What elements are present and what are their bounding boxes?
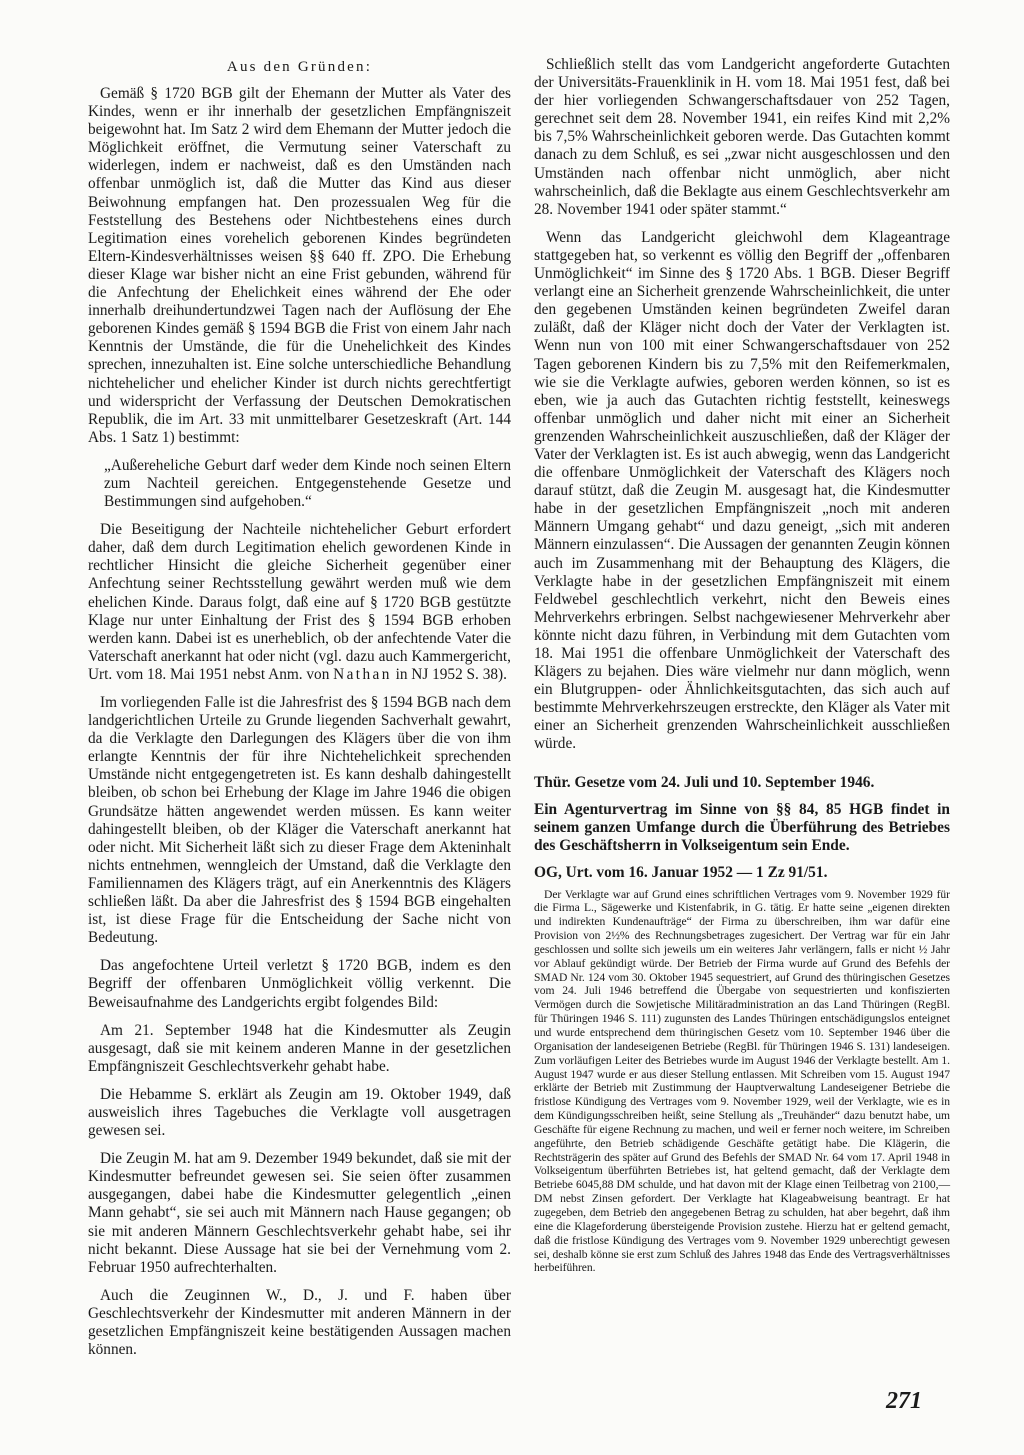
paragraph-text: Die Beseitigung der Nachteile nichtehelicher Geburt erfordert daher, daß dem durch Legitimation ehelich gewordenen Kinde in rechtlicher Hinsicht die gleiche Sicherheit gegenüber einer Anfechtung seiner Rechtsstellung gewährt werden muß wie dem ehelichen Kinde. Daraus folgt, daß eine auf § 1720 BGB gestützte Klage nur unter Einhaltung der Frist des § 1594 BGB erhoben werden kann. Dabei ist es unerheblich, ob der anfechtende Vater die Vaterschaft anerkannt hat oder nicht (vgl. dazu auch Kammergericht, Urt. vom 18. Mai 1951 nebst Anm. von [88, 521, 511, 683]
paragraph: Die Hebamme S. erklärt als Zeugin am 19. Oktober 1949, daß ausweislich ihres Tagebuches die Verklagte voll ausgetragen gewesen sei. [88, 1085, 511, 1140]
author-name: Nathan [333, 665, 392, 683]
paragraph: Die Zeugin M. hat am 9. Dezember 1949 bekundet, daß sie mit der Kindesmutter befreundet gewesen sei. Sie seien öfter zusammen ausgegangen, dabei habe die Kindesmutter gelegentlich „einen Mann gehabt“, sie sei auch mit Männern nach Hause gegangen; ob sie mit anderen Männern Geschlechtsverkehr gehabt habe, sei ihr nicht bekannt. Diese Aussage hat sie bei der Vernehmung vom 2. Februar 1950 aufrechterhalten. [88, 1150, 511, 1276]
paragraph: Im vorliegenden Falle ist die Jahresfrist des § 1594 BGB nach dem landgerichtlichen Urteile zu Grunde liegenden Sachverhalt gewahrt, da die Verklagte den Darlegungen des Klägers über die von ihm erlangte Kenntnis der für ihre Nichtehelichkeit sprechenden Umstände nicht entgegengetreten ist. Es kann deshalb dahingestellt bleiben, ob schon bei Erhebung der Klage im Jahre 1946 die obigen Grundsätze hätten angewendet werden müssen. Es kann weiter dahingestellt bleiben, ob der Kläger die Vaterschaft anerkannt hat oder nicht. Mit Sicherheit läßt sich zu dieser Frage dem Akteninhalt nichts entnehmen, wenngleich der Umstand, daß die Verklagte den Familiennamen des Klägers trägt, auf ein Anerkenntnis des Klägers schließen läßt. Da aber die Jahresfrist des § 1594 BGB eingehalten ist, ist diese Frage für die Entscheidung der Sache nicht von Bedeutung. [88, 694, 511, 947]
page-number: 271 [886, 1388, 922, 1414]
paragraph: Das angefochtene Urteil verletzt § 1720 BGB, indem es den Begriff der offenbaren Unmöglichkeit völlig verkennt. Die Beweisaufnahme des Landgerichts ergibt folgendes Bild: [88, 957, 511, 1011]
constitution-quote: „Außereheliche Geburt darf weder dem Kinde noch seinen Eltern zum Nachteil gereichen. Entgegenstehende Gesetze und Bestimmungen sind aufgehoben.“ [104, 456, 511, 511]
right-column [534, 56, 950, 1275]
case-facts: Der Verklagte war auf Grund eines schriftlichen Vertrages vom 9. November 1929 für die Firma L., Sägewerke und Kistenfabrik, in G. tätig. Er hatte seine „eigenen direkten und indirekten Kundenaufträge“ der Firma zu überschreiben, ihm war dafür eine Provision von 2½% des Rechnungsbetrages zugesichert. Der Vertrag war für ein Jahr geschlossen und sollte sich jeweils um ein weiteres Jahr verlängern, falls er nicht ½ Jahr vor Ablauf gekündigt würde. Der Betrieb der Firma wurde auf Grund des Befehls der SMAD Nr. 124 vom 30. Oktober 1945 sequestriert, auf Grund des thüringischen Gesetzes vom 24. Juli 1946 betreffend die Übergabe von sequestrierten und konfiszierten Vermögen durch die Sowjetische Militäradministration an das Land Thüringen (RegBl. für Thüringen 1946 S. 111) zugunsten des Landes Thüringen entschädigungslos enteignet und wurde entsprechend dem thüringischen Gesetz vom 10. September 1946 über die Organisation der landeseigenen Betriebe (RegBl. für Thüringen 1946 S. 131) landeseigen. Zum vorläufigen Leiter des Betriebes wurde im August 1946 der Verklagte bestellt. Am 1. August 1947 wurde er aus dieser Stellung entlassen. Mit Schreiben vom 15. August 1947 erklärte der Betrieb mit Zustimmung der Hauptverwaltung Landeseigener Betriebe die fristlose Kündigung des Vertrages vom 9. November 1929, weil der Verklagte, wie es in dem Kündigungsschreiben heißt, seine Stellung als „Treuhänder“ dazu benutzt habe, um Geschäfte für eigene Rechnung zu machen, und weil er ferner noch weitere, im Schreiben angeführte, den Betrieb schädigende Geschäfte getätigt habe. Die Klägerin, die Rechtsträgerin des später auf Grund des Befehls der SMAD Nr. 64 vom 17. April 1948 in Volkseigentum überführten Betriebes ist, hat geltend gemacht, daß der Verklagte dem Betriebe 6045,88 DM schulde, und hat davon mit der Klage einen Teilbetrag von 2100,— DM nebst Zinsen gefordert. Der Verklagte hat Klageabweisung beantragt. Er hat zugegeben, dem Betrieb den angegebenen Betrag zu schulden, hat aber begehrt, daß ihm eine die Klageforderung übersteigende Provision zustehe. Hierzu hat er geltend gemacht, daß die fristlose Kündigung des Vertrages vom 9. November 1929 unberechtigt gewesen sei, deshalb könne sie erst zum Schluß des Jahres 1948 das Ende des Vertragsverhältnisses herbeiführen. [534, 887, 950, 1275]
paragraph: Am 21. September 1948 hat die Kindesmutter als Zeugin ausgesagt, daß sie mit keinem anderen Manne in der gesetzlichen Empfängniszeit Geschlechtsverkehr gehabt habe. [88, 1021, 511, 1075]
paragraph: Gemäß § 1720 BGB gilt der Ehemann der Mutter als Vater des Kindes, wenn er ihr innerhalb der gesetzlichen Empfängniszeit beigewohnt hat. Im Satz 2 wird dem Ehemann der Mutter jedoch die Möglichkeit eröffnet, die Vermutung seiner Vaterschaft zu widerlegen, indem er nachweist, daß es den Umständen nach offenbar unmöglich ist, daß die Mutter das Kind aus dieser Beiwohnung empfangen hat. Den prozessualen Weg für die Feststellung des Bestehens oder Nichtbestehens eines durch Legitimation eines vorehelich geborenen Kindes begründeten Eltern-Kindesverhältnisses weisen §§ 640 ff. ZPO. Die Erhebung dieser Klage war bisher nicht an eine Frist gebunden, während für die Anfechtung der Ehelichkeit eines während der Ehe oder innerhalb dreihundertundzwei Tagen nach der Auflösung der Ehe geborenen Kindes gemäß § 1594 BGB die Frist von einem Jahr nach Kenntnis der Umstände, die für die Unehelichkeit des Kindes sprechen, innezuhalten ist. Eine solche unterschiedliche Behandlung nichtehelicher und ehelicher Kinder ist durch nichts gerechtfertigt und widerspricht der Verfassung der Deutschen Demokratischen Republik, die im Art. 33 mit unmittelbarer Gesetzeskraft (Art. 144 Abs. 1 Satz 1) bestimmt: [88, 85, 511, 446]
case-heading: Thür. Gesetze vom 24. Juli und 10. September 1946. [534, 773, 875, 791]
left-column [88, 56, 511, 1369]
court-reference: OG, Urt. vom 16. Januar 1952 — 1 Zz 91/51. [534, 863, 828, 881]
section-heading: Aus den Gründen: [226, 59, 373, 75]
paragraph-text: in NJ 1952 S. 38). [391, 665, 507, 683]
paragraph: Wenn das Landgericht gleichwohl dem Klageantrage stattgegeben hat, so verkennt es völlig den Begriff der „offenbaren Unmöglichkeit“ im Sinne des § 1720 Abs. 1 BGB. Dieser Begriff verlangt eine an Sicherheit grenzende Wahrscheinlichkeit, die unter den gegebenen Umständen keinen begründeten Zweifel daran zuläßt, daß der Kläger nicht doch der Vater der Verklagten ist. Wenn nun von 100 mit einer Schwangerschaftsdauer von 252 Tagen geborenen Kindern bis zu 7,5% mit den Reifemerkmalen, wie sie die Verklagte aufwies, geboren werden können, so ist es eben, wie ja auch das Gutachten richtig feststellt, keineswegs offenbar unmöglich und daher nicht mit einer an Sicherheit grenzenden Wahrscheinlichkeit auszuschließen, daß der Kläger der Vater der Verklagten ist. Es ist auch abwegig, wenn das Landgericht die offenbare Unmöglichkeit der Vaterschaft des Klägers noch darauf stützt, daß die Zeugin M. ausgesagt hat, die Kindesmutter habe in der gesetzlichen Empfängniszeit „noch mit anderen Männern Umgang gehabt“ und dazu geneigt, „sich mit anderen Männern einzulassen“. Die Aussagen der genannten Zeugin können auch im Zusammenhang mit der Behauptung des Klägers, die Verklagte habe in der gesetzlichen Empfängniszeit mit einem Feldwebel geschlechtlich verkehrt, nicht den Beweis eines Mehrverkehrs erbringen. Selbst nachgewiesener Mehrverkehr aber könnte nicht dazu führen, in Verbindung mit dem Gutachten vom 18. Mai 1951 die offenbare Unmöglichkeit der Vaterschaft des Klägers zu bejahen. Dies wäre vielmehr nur dann möglich, wenn ein Blutgruppen- oder Ähnlichkeitsgutachten, das sich auch auf bestimmte Mehrverkehrszeugen erstreckte, den Kläger als Vater mit einer an Sicherheit grenzenden Wahrscheinlichkeit ausschließen würde. [534, 228, 951, 753]
case-headnote: Ein Agenturvertrag im Sinne von §§ 84, 85 HGB findet in seinem ganzen Umfange durch die Überführung des Betriebes des Geschäftsherrn in Volkseigentum sein Ende. [534, 800, 950, 854]
paragraph: Schließlich stellt das vom Landgericht angeforderte Gutachten der Universitäts-Frauenklinik in H. vom 18. Mai 1951 fest, daß bei der hier vorliegenden Schwangerschaftsdauer von 252 Tagen, gerechnet seit dem 28. November 1941, ein reifes Kind mit 2,2% bis 7,5% Wahrscheinlichkeit geboren werde. Das Gutachten kommt danach zu dem Schluß, es sei „zwar nicht ausgeschlossen und den Umständen nach offenbar nicht unmöglich, aber nicht wahrscheinlich, daß die Beklagte aus einem Geschlechtsverkehr am 28. November 1941 oder später stammt.“ [534, 56, 950, 218]
paragraph [88, 521, 511, 684]
paragraph: Auch die Zeuginnen W., D., J. und F. haben über Geschlechtsverkehr der Kindesmutter mit anderen Männern in der gesetzlichen Empfängniszeit keine bestätigenden Aussagen machen können. [88, 1286, 511, 1359]
